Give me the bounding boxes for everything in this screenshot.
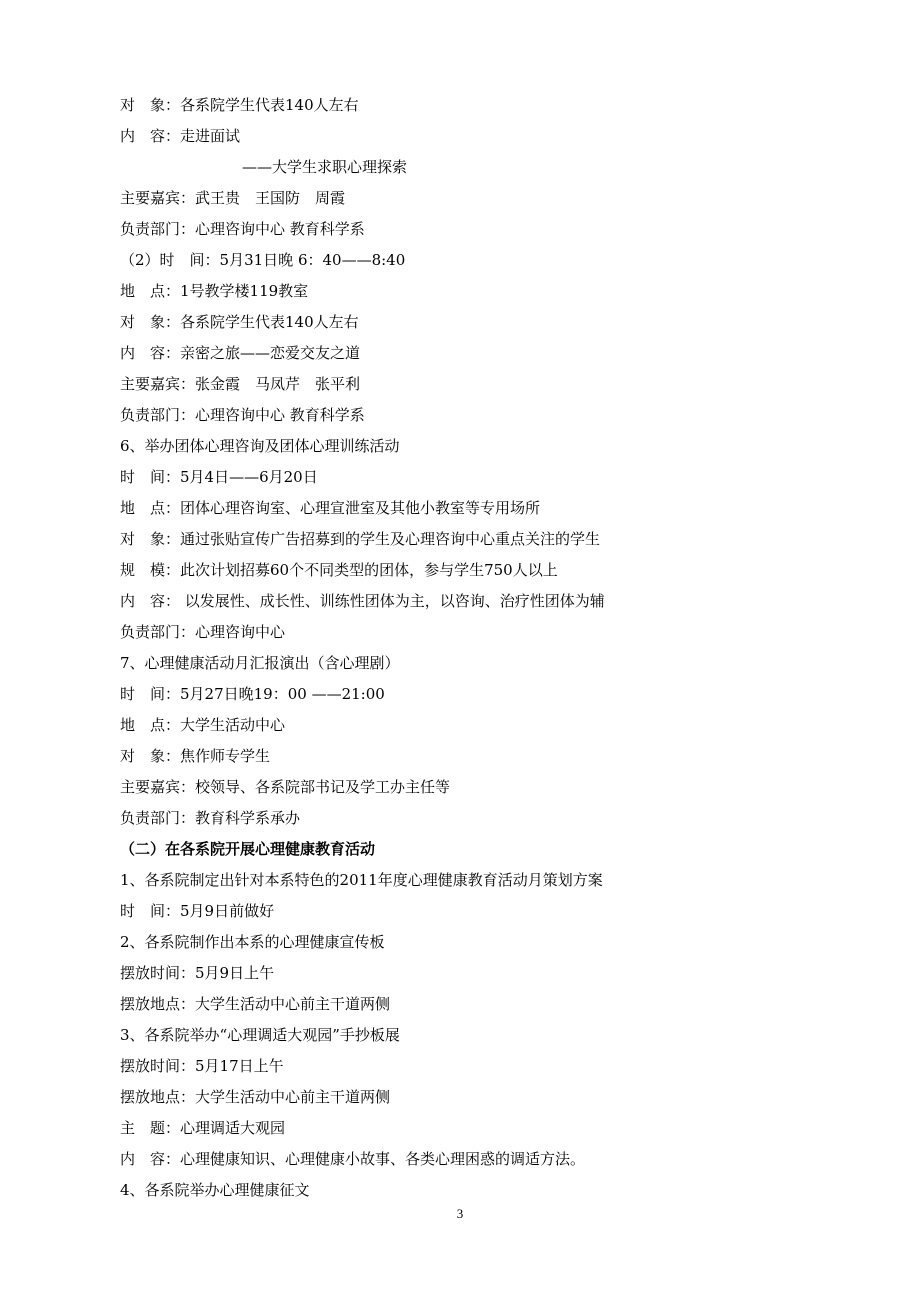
text-line: 负责部门：心理咨询中心 教育科学系 — [120, 406, 365, 424]
text-line: 时 间：5月4日——6月20日 — [120, 468, 318, 486]
text-line: 3、各系院举办“心理调适大观园”手抄板展 — [120, 1026, 400, 1044]
text-line: 内 容： 以发展性、成长性、训练性团体为主，以咨询、治疗性团体为辅 — [120, 592, 605, 610]
text-line: 对 象：各系院学生代表140人左右 — [120, 313, 359, 331]
text-line: 7、心理健康活动月汇报演出（含心理剧） — [120, 654, 400, 672]
text-line: 1、各系院制定出针对本系特色的2011年度心理健康教育活动月策划方案 — [120, 871, 603, 889]
text-line: 负责部门：心理咨询中心 — [120, 623, 286, 641]
text-line: 主 题：心理调适大观园 — [120, 1119, 286, 1137]
text-line: 内 容：走进面试 — [120, 127, 241, 145]
text-line: 地 点：大学生活动中心 — [120, 716, 286, 734]
text-line: 对 象：焦作师专学生 — [120, 747, 271, 765]
text-line: 规 模：此次计划招募60个不同类型的团体，参与学生750人以上 — [120, 561, 558, 579]
text-line: 时 间：5月9日前做好 — [120, 902, 275, 920]
text-line: 主要嘉宾：校领导、各系院部书记及学工办主任等 — [120, 778, 451, 796]
text-line: 负责部门：心理咨询中心 教育科学系 — [120, 220, 365, 238]
text-line: 摆放时间：5月17日上午 — [120, 1057, 284, 1075]
page-number: 3 — [456, 1206, 464, 1221]
text-line: ——大学生求职心理探索 — [242, 158, 408, 176]
text-line: 摆放地点：大学生活动中心前主干道两侧 — [120, 995, 391, 1013]
text-line: 地 点：1号教学楼119教室 — [120, 282, 309, 300]
text-line: 6、举办团体心理咨询及团体心理训练活动 — [120, 437, 400, 455]
text-line: 4、各系院举办心理健康征文 — [120, 1181, 310, 1199]
text-line: 地 点：团体心理咨询室、心理宣泄室及其他小教室等专用场所 — [120, 499, 541, 517]
text-line: 对 象：各系院学生代表140人左右 — [120, 96, 359, 114]
text-line: （2）时 间：5月31日晚 6：40——8:40 — [120, 251, 406, 269]
text-line: 2、各系院制作出本系的心理健康宣传板 — [120, 933, 385, 951]
text-line: 内 容：心理健康知识、心理健康小故事、各类心理困惑的调适方法。 — [120, 1150, 586, 1168]
document-body — [120, 90, 820, 1206]
text-line: 摆放时间：5月9日上午 — [120, 964, 275, 982]
text-line: 负责部门：教育科学系承办 — [120, 809, 301, 827]
text-line: 主要嘉宾：张金霞 马凤芹 张平利 — [120, 375, 361, 393]
text-line: 内 容：亲密之旅——恋爱交友之道 — [120, 344, 361, 362]
text-line: 主要嘉宾：武王贵 王国防 周霞 — [120, 189, 346, 207]
section-heading: （二）在各系院开展心理健康教育活动 — [120, 840, 376, 858]
text-line: 对 象：通过张贴宣传广告招募到的学生及心理咨询中心重点关注的学生 — [120, 530, 601, 548]
text-line: 时 间：5月27日晚19：00 ——21:00 — [120, 685, 385, 703]
text-line: 摆放地点：大学生活动中心前主干道两侧 — [120, 1088, 391, 1106]
